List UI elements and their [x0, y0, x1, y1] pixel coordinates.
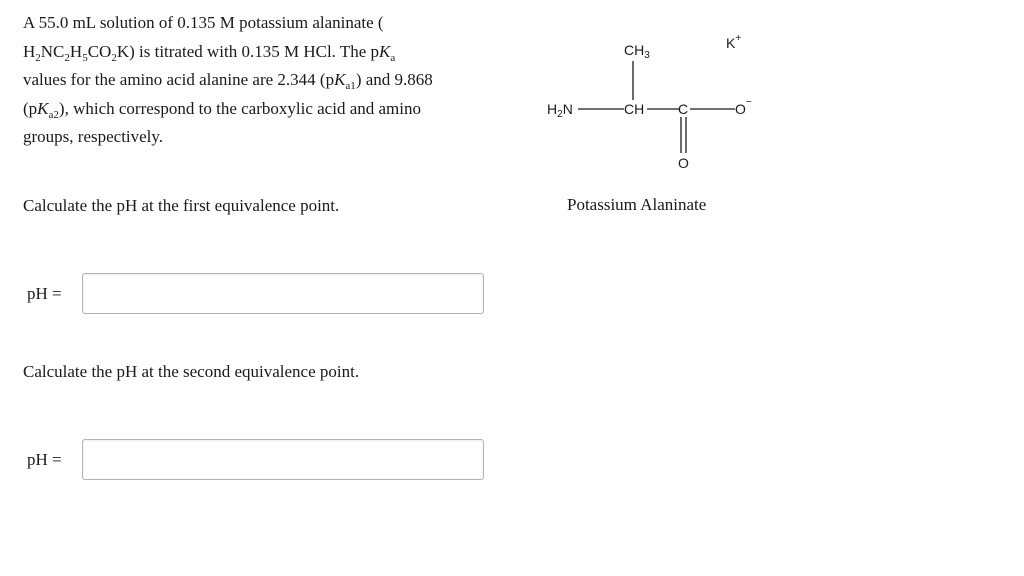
problem-line-5: groups, respectively.	[23, 127, 164, 147]
potassium-alaninate-structure	[540, 28, 780, 178]
carbonyl-carbon-label: C	[678, 101, 689, 117]
amine-label: $H_2N$	[547, 101, 573, 120]
potassium-label: K+	[726, 33, 742, 51]
problem-statement	[23, 9, 503, 152]
structure-caption: Potassium Alaninate	[567, 195, 707, 214]
question-second-equivalence: Calculate the pH at the second equivalence point.	[23, 362, 360, 381]
answer-row-1	[27, 273, 484, 314]
carboxylate-oxygen-label: O−	[735, 97, 752, 117]
problem-line-1: A 55.0 mL solution of 0.135 M potassium alaninate (	[23, 13, 384, 32]
ph-input-first-equivalence[interactable]	[82, 273, 484, 314]
ph-label-1: pH =	[27, 283, 62, 303]
question-first-equivalence: Calculate the pH at the first equivalence point.	[23, 196, 340, 215]
problem-line-2: $H_2NC_2H_5CO_2K$) is titrated with 0.135 M HCl. The $pK_a$	[23, 41, 396, 64]
formula-potassium-alaninate: $H_2NC_2H_5CO_2K$	[23, 41, 130, 64]
ph-label-2: pH =	[27, 449, 62, 469]
problem-line-4: $(pK_{a2})$, which correspond to the carboxylic acid and amino	[23, 98, 421, 121]
ch3-label: $CH_3$	[624, 42, 650, 61]
ph-input-second-equivalence[interactable]	[82, 439, 484, 480]
ch-label: CH	[624, 101, 645, 117]
answer-row-2	[27, 439, 484, 480]
problem-line-3: values for the amino acid alanine are 2.344 $(pK_{a1})$ and 9.868	[23, 70, 433, 93]
carbonyl-oxygen-label: O	[678, 155, 689, 171]
